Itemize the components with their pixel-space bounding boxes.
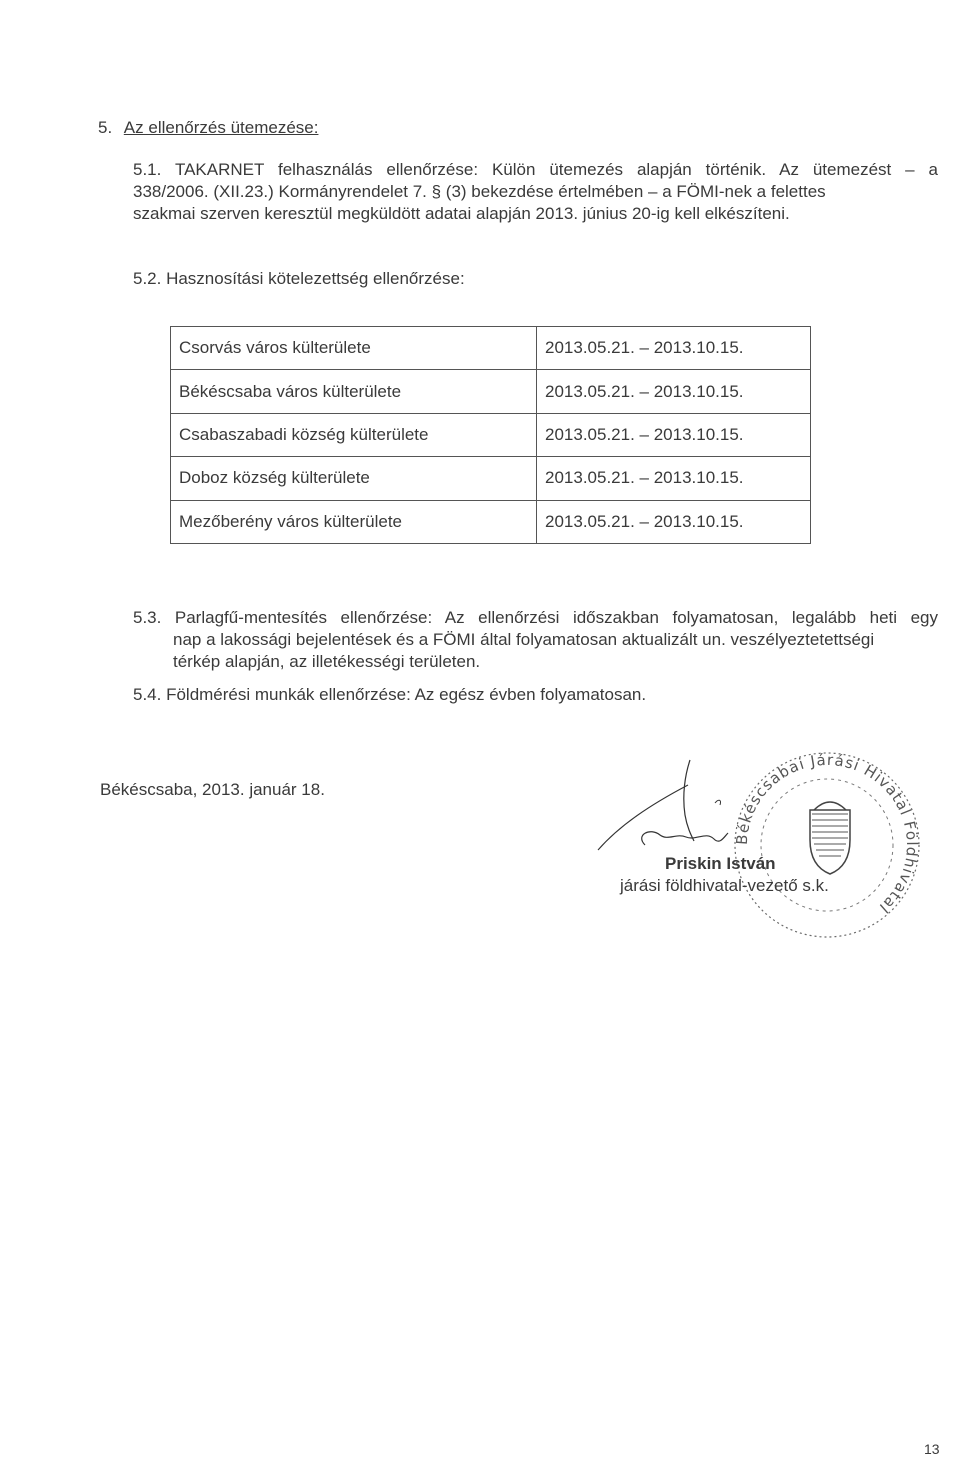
paragraph-line: térkép alapján, az illetékességi területen. <box>173 652 481 671</box>
schedule-table <box>170 326 811 544</box>
signer-title: járási földhivatal-vezető s.k. <box>620 876 829 895</box>
area-cell: Békéscsaba város külterülete <box>171 370 537 413</box>
area-cell: Doboz község külterülete <box>171 457 537 500</box>
section-title: Az ellenőrzés ütemezése: <box>123 118 319 137</box>
table-row <box>171 413 811 456</box>
paragraph-line: 338/2006. (XII.23.) Kormányrendelet 7. § (3) bekezdése értelmében – a FÖMI-nek a felettes <box>133 182 826 201</box>
period-cell: 2013.05.21. – 2013.10.15. <box>537 457 811 500</box>
paragraph-line: 5.3. Parlagfű-mentesítés ellenőrzése: Az ellenőrzési időszakban folyamatosan, legalább heti egy <box>133 608 938 627</box>
period-cell: 2013.05.21. – 2013.10.15. <box>537 413 811 456</box>
table-row <box>171 457 811 500</box>
area-cell: Csorvás város külterülete <box>171 327 537 370</box>
handwritten-signature <box>590 755 790 865</box>
paragraph-5-3 <box>133 607 938 673</box>
paragraph-5-2: 5.2. Hasznosítási kötelezettség ellenőrzése: <box>133 269 465 288</box>
paragraph-line: szakmai szerven keresztül megküldött adatai alapján 2013. június 20-ig kell elkészíteni. <box>133 204 790 223</box>
signer-name: Priskin István <box>665 854 776 873</box>
period-cell: 2013.05.21. – 2013.10.15. <box>537 370 811 413</box>
stamp-text: Békéscsabai Járási Hivatal Földhivatal <box>732 750 922 918</box>
table-row <box>171 370 811 413</box>
coat-of-arms-icon <box>810 802 850 874</box>
paragraph-line: 5.1. TAKARNET felhasználás ellenőrzése: Külön ütemezés alapján történik. Az ütemezést – a <box>133 160 938 179</box>
section-heading <box>98 117 318 139</box>
area-cell: Mezőberény város külterülete <box>171 500 537 543</box>
period-cell: 2013.05.21. – 2013.10.15. <box>537 500 811 543</box>
page-number: 13 <box>924 1441 940 1457</box>
period-cell: 2013.05.21. – 2013.10.15. <box>537 327 811 370</box>
place-date: Békéscsaba, 2013. január 18. <box>100 780 325 799</box>
paragraph-5-4: 5.4. Földmérési munkák ellenőrzése: Az egész évben folyamatosan. <box>133 685 647 704</box>
paragraph-5-1 <box>133 159 938 225</box>
table-row <box>171 327 811 370</box>
paragraph-line: nap a lakossági bejelentések és a FÖMI által folyamatosan aktualizált un. veszélyeztetettségi <box>173 630 875 649</box>
table-row <box>171 500 811 543</box>
section-number: 5. <box>98 118 113 137</box>
area-cell: Csabaszabadi község külterülete <box>171 413 537 456</box>
